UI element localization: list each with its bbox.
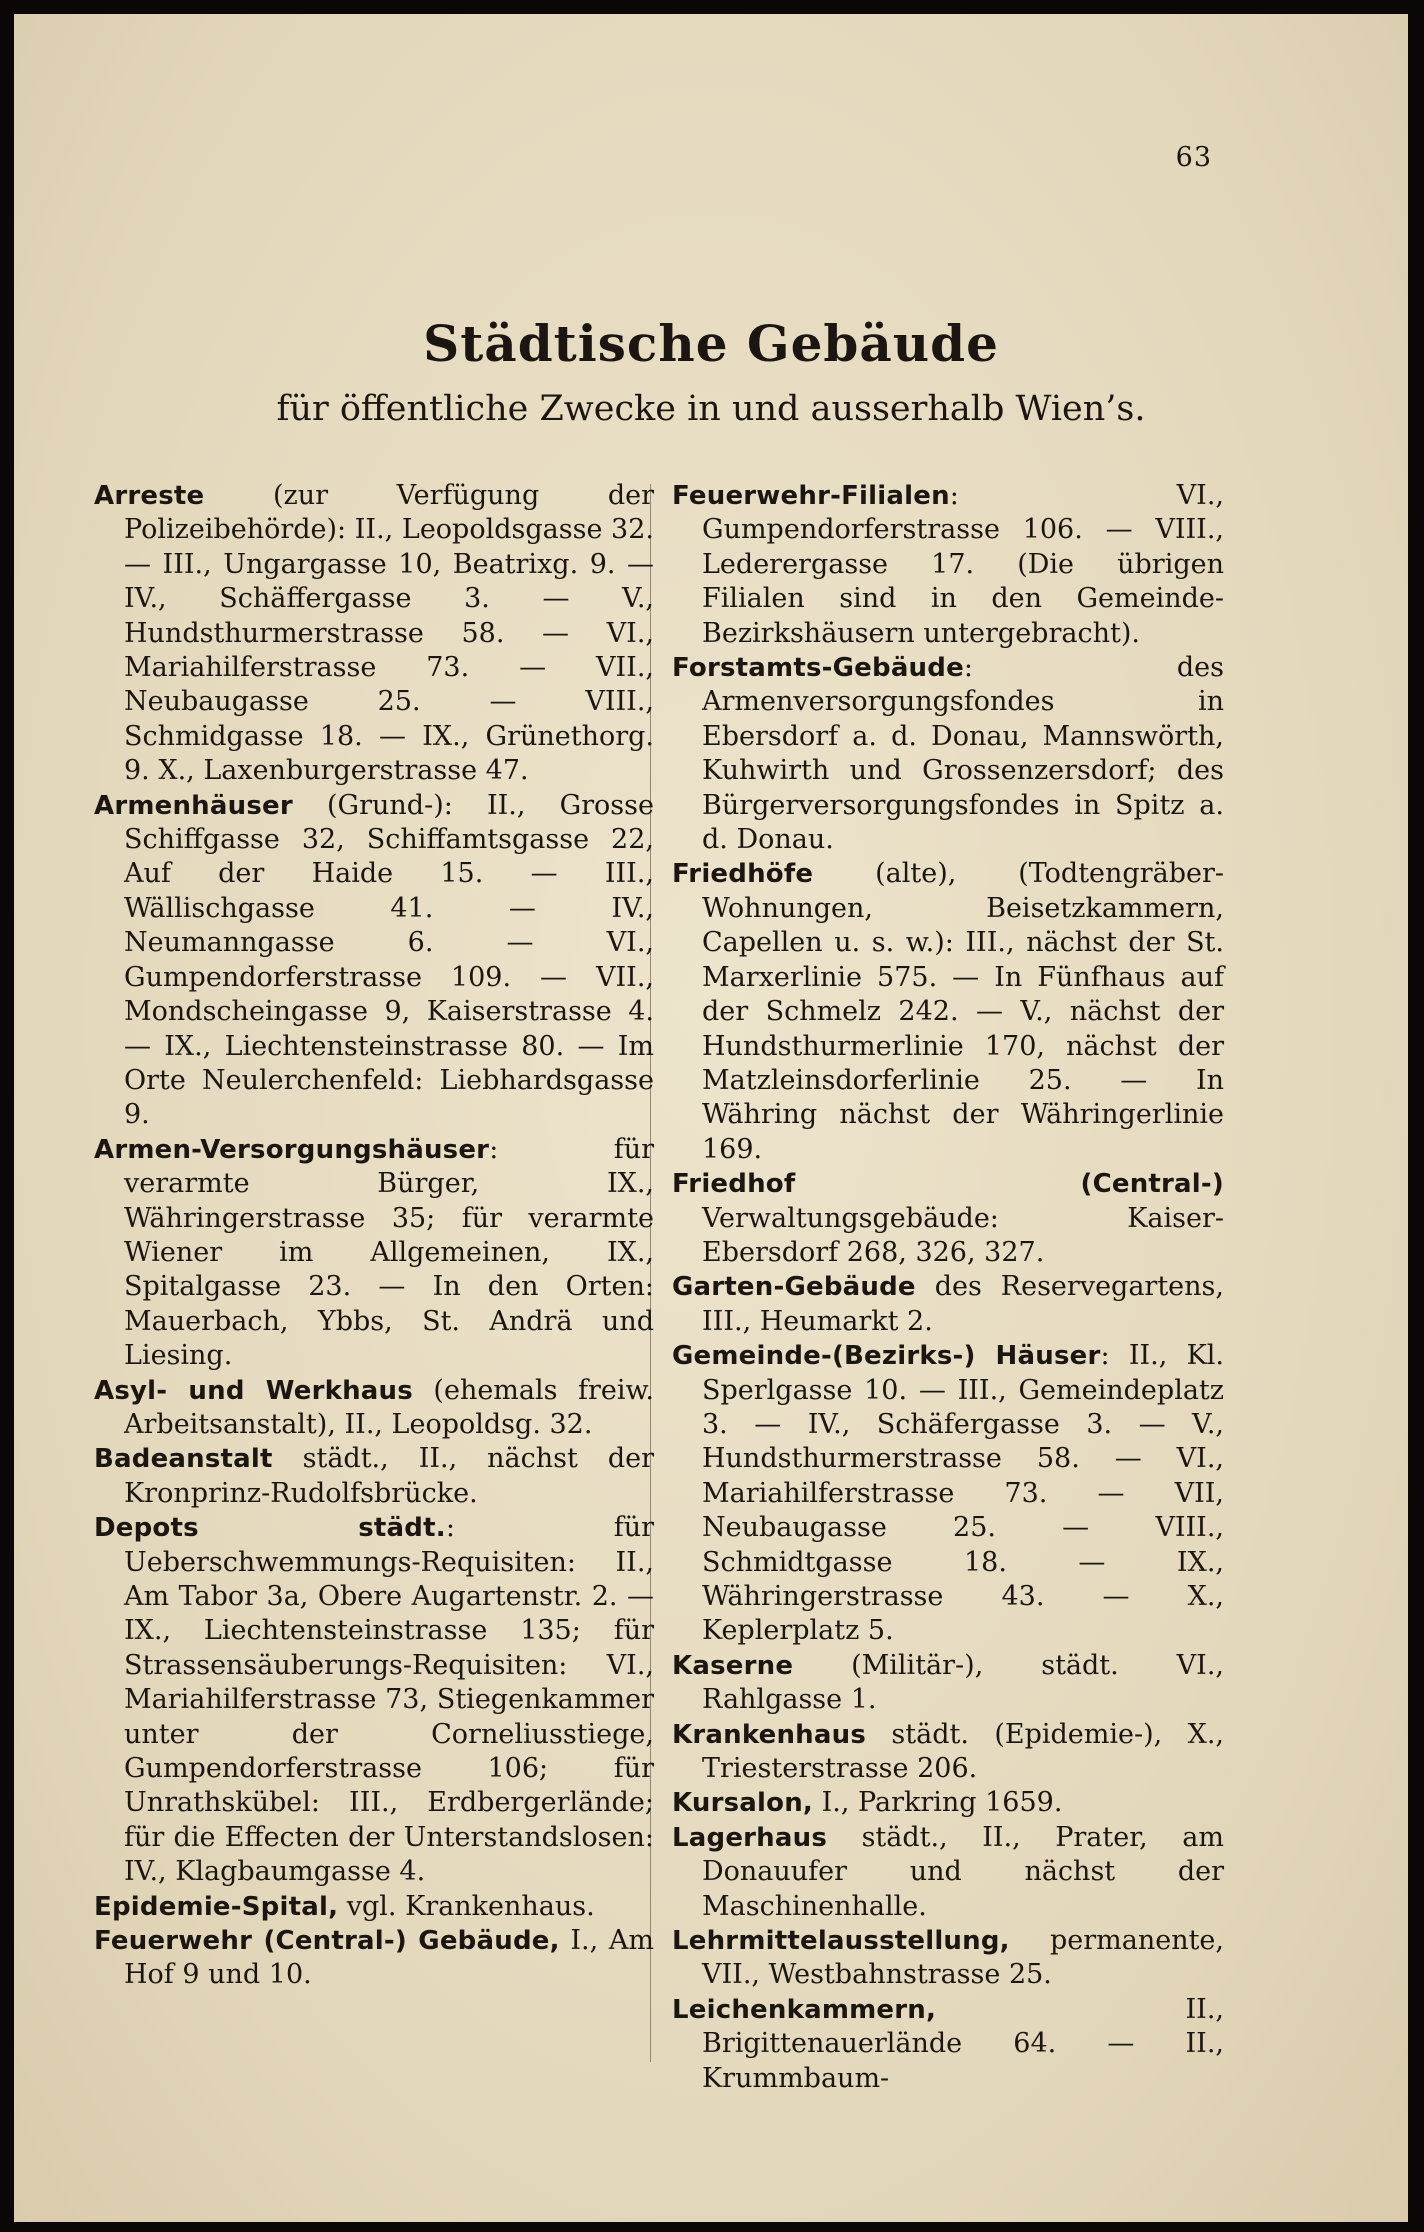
entry-text: (zur Verfügung der Polizeibehörde): II., Leopoldsgasse 32. — III., Ungargasse 10, Beatrixg. 9. — IV., Schäffergasse 3. — V., Hundsthurmerstrasse 58. — VI., Mariahilferstrasse 73. — VII., Neubaugasse 25. — VIII., Schmidgasse 18. — IX., Grünethorg. 9. X., Laxenburgerstrasse 47. — [124, 480, 654, 787]
entry-krankenhaus — [672, 1718, 1224, 1787]
entry-text: : für verarmte Bürger, IX., Währingerstrasse 35; für verarmte Wiener im Allgemeinen, IX., Spitalgasse 23. — In den Orten: Mauerbach, Ybbs, St. Andrä und Liesing. — [124, 1133, 654, 1372]
entry-term: Forstamts-Gebäude — [672, 653, 964, 684]
entry-epidemie-spital — [94, 1890, 654, 1924]
entry-armenhaeuser — [94, 789, 654, 1133]
entry-text: (ehemals freiw. Arbeitsanstalt), II., Leopoldsg. 32. — [124, 1374, 654, 1440]
entry-term: Asyl- und Werkhaus — [94, 1375, 413, 1406]
entry-lehrmittelausstellung — [672, 1924, 1224, 1993]
entry-text: des Reservegartens, III., Heumarkt 2. — [702, 1271, 1224, 1337]
entry-text: (Militär-), städt. VI., Rahlgasse 1. — [702, 1649, 1224, 1716]
entry-garten-gebaeude — [672, 1270, 1224, 1339]
entry-term: Feuerwehr-Filialen — [672, 481, 950, 511]
entry-feuerwehr-filialen — [672, 479, 1224, 651]
entry-text: II., Brigittenauerlände 64. — II., Krummbaum- — [702, 1993, 1224, 2094]
entry-text: städt., II., nächst der Kronprinz-Rudolfsbrücke. — [124, 1443, 654, 1509]
entry-friedhof-central — [672, 1167, 1224, 1270]
entry-text: vgl. Krankenhaus. — [338, 1890, 595, 1922]
entry-term: Friedhof (Central-) — [672, 1169, 1224, 1200]
right-column — [672, 479, 1224, 2096]
page-number: 63 — [1175, 142, 1212, 173]
entry-term: Armen-Versorgungshäuser — [94, 1134, 490, 1165]
entry-text: I., Parkring 1659. — [813, 1787, 1063, 1819]
entry-term: Gemeinde-(Bezirks-) Häuser — [672, 1341, 1101, 1372]
entry-text: städt. (Epidemie-), X., Triesterstrasse 206. — [702, 1718, 1224, 1785]
entry-term: Krankenhaus — [672, 1719, 867, 1750]
entry-feuerwehr-central — [94, 1924, 654, 1993]
page-title: Städtische Gebäude — [423, 314, 999, 373]
entry-text: I., Am Hof 9 und 10. — [124, 1925, 654, 1991]
entry-text: städt., II., Prater, am Donauufer und nächst der Maschinenhalle. — [702, 1821, 1224, 1922]
entry-armen-versorgungshaeuser — [94, 1133, 654, 1374]
entry-kaserne — [672, 1649, 1224, 1718]
entry-arreste — [94, 479, 654, 789]
entry-kursalon — [672, 1786, 1224, 1820]
entry-term: Feuerwehr (Central-) Gebäude, — [94, 1926, 560, 1957]
entry-text: (Grund-): II., Grosse Schiffgasse 32, Schiffamtsgasse 22, Auf der Haide 15. — III., Wällischgasse 41. — IV., Neumanngasse 6. — VI., Gumpendorferstrasse 109. — VII., Mondscheingasse 9, Kaiserstrasse 4. — IX., Liechtensteinstrasse 80. — Im Orte Neulerchenfeld: Liebhardsgasse 9. — [124, 789, 654, 1131]
entry-term: Lehrmittelausstellung, — [672, 1926, 1010, 1957]
entry-term: Leichenkammern, — [672, 1994, 937, 2025]
book-page — [14, 14, 1408, 2222]
entry-text: : VI., Gumpendorferstrasse 106. — VIII., Lederergasse 17. (Die übrigen Filialen sind in den Gemeinde-Bezirkshäusern untergebracht). — [702, 480, 1224, 649]
entry-text: : II., Kl. Sperlgasse 10. — III., Gemeindeplatz 3. — IV., Schäfergasse 3. — V., Hundsthurmerstrasse 58. — VI., Mariahilferstrasse 73. — VII, Neubaugasse 25. — VIII., Schmidtgasse 18. — IX., Währingerstrasse 43. — X., Keplerplatz 5. — [702, 1340, 1224, 1647]
entry-term: Friedhöfe — [672, 859, 814, 890]
entry-term: Kaserne — [672, 1650, 794, 1681]
entry-term: Kursalon, — [672, 1788, 814, 1819]
entry-text: : für Ueberschwemmungs-Requisiten: II., Am Tabor 3a, Obere Augartenstr. 2. — IX., Liechtensteinstrasse 135; für Strassensäuberungs-Requisiten: VI., Mariahilferstrasse 73, Stiegenkammer unter der Corneliusstiege, Gumpendorferstrasse 106; für Unrathskübel: III., Erdbergerlände; für die Effecten der Unterstandslosen: IV., Klagbaumgasse 4. — [124, 1512, 654, 1888]
entry-text: Verwaltungsgebäude: Kaiser-Ebersdorf 268, 326, 327. — [702, 1202, 1224, 1268]
entry-asyl-werkhaus — [94, 1374, 654, 1443]
entry-term: Lagerhaus — [672, 1822, 828, 1853]
page-subtitle: für öffentliche Zwecke in und ausserhalb Wien’s. — [276, 389, 1146, 429]
entry-leichenkammern — [672, 1993, 1224, 2096]
entry-term: Arreste — [94, 481, 205, 511]
entry-text: permanente, VII., Westbahnstrasse 25. — [702, 1925, 1224, 1991]
entry-term: Depots städt. — [94, 1513, 446, 1544]
entry-term: Badeanstalt — [94, 1444, 273, 1475]
entry-term: Garten-Gebäude — [672, 1272, 916, 1303]
entry-forstamts-gebaeude — [672, 651, 1224, 857]
entry-term: Armenhäuser — [94, 790, 293, 821]
entry-term: Epidemie-Spital, — [94, 1891, 339, 1922]
left-column — [94, 479, 654, 1993]
entry-badeanstalt — [94, 1442, 654, 1511]
entry-gemeinde-haeuser — [672, 1339, 1224, 1649]
entry-lagerhaus — [672, 1821, 1224, 1924]
entry-text: : des Armenversorgungsfondes in Ebersdorf a. d. Donau, Mannswörth, Kuhwirth und Grossenzersdorf; des Bürgerversorgungsfondes in Spitz a. d. Donau. — [702, 652, 1224, 856]
entry-text: (alte), (Todtengräber-Wohnungen, Beisetzkammern, Capellen u. s. w.): III., nächst der St. Marxerlinie 575. — In Fünfhaus auf der Schmelz 242. — V., nächst der Hundsthurmerlinie 170, nächst der Matzleinsdorferlinie 25. — In Währing nächst der Währingerlinie 169. — [702, 858, 1224, 1165]
entry-depots — [94, 1511, 654, 1889]
entry-friedhoefe — [672, 857, 1224, 1167]
